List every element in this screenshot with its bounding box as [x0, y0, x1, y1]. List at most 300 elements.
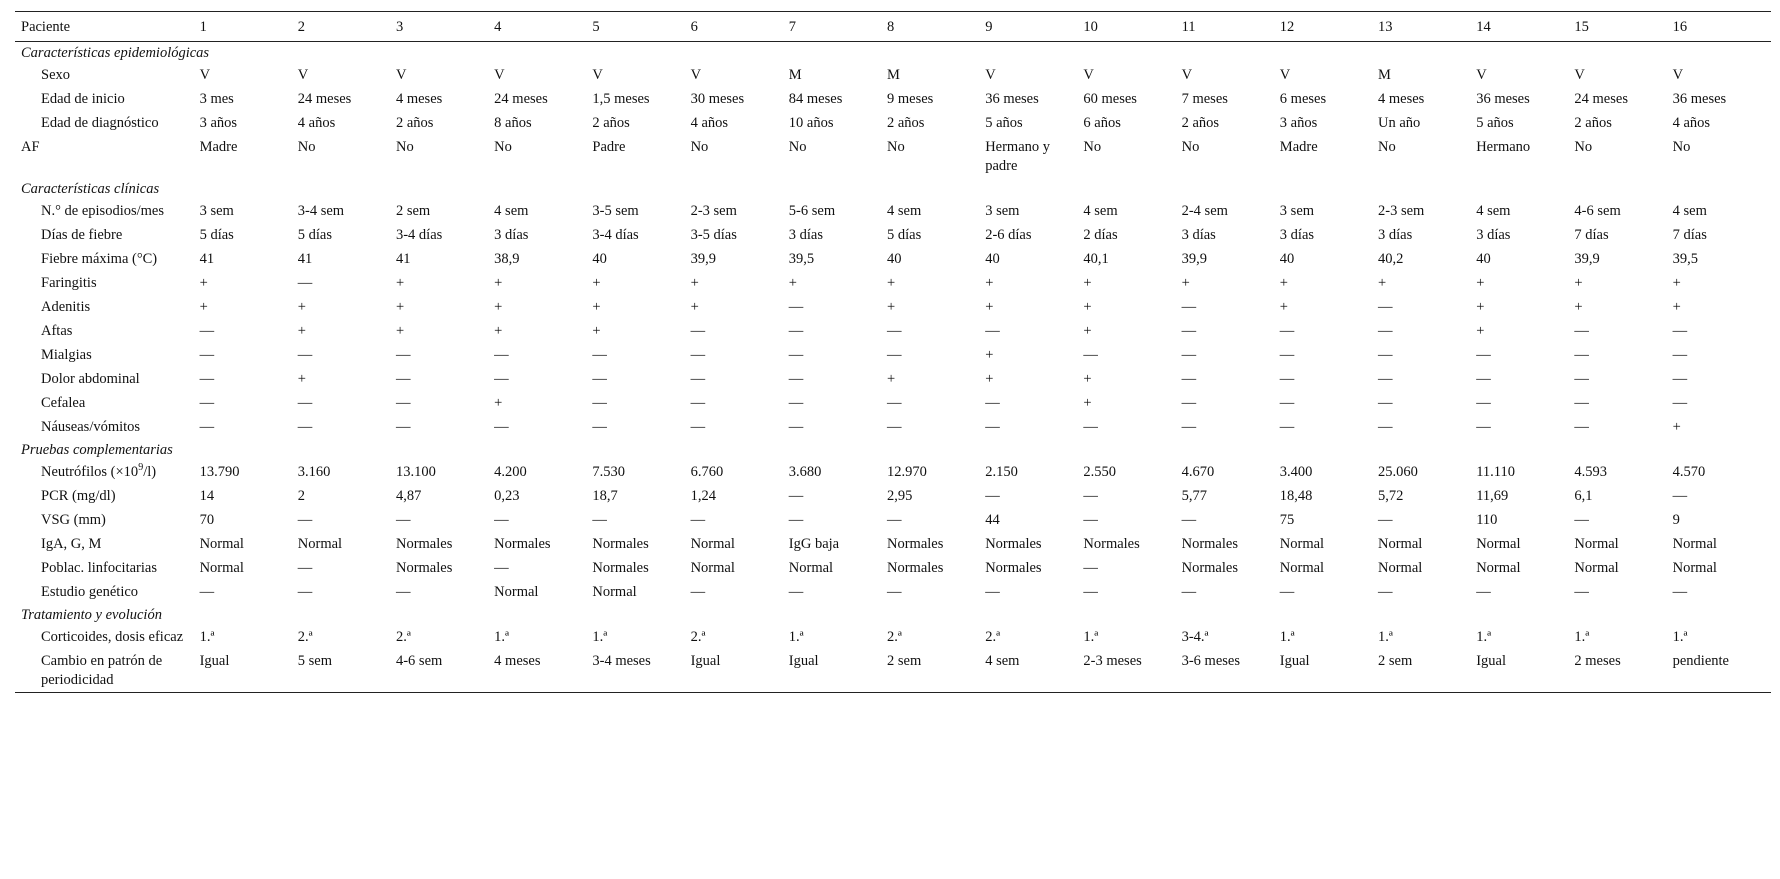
table-cell: —	[1378, 323, 1393, 339]
table-cell: 3-5 días	[690, 227, 737, 243]
table-cell: Hermano	[1476, 139, 1531, 155]
table-row	[15, 391, 1771, 415]
table-cell: M	[788, 67, 802, 83]
table-cell: —	[297, 395, 313, 411]
table-cell: —	[1378, 347, 1393, 363]
table-cell: 10 años	[788, 115, 834, 131]
table-cell: —	[297, 560, 313, 576]
table-cell: +	[690, 275, 699, 291]
row-label: AF	[21, 139, 40, 155]
table-cell: —	[985, 488, 1000, 504]
table-cell: +	[494, 323, 503, 339]
table-cell: 3-4 sem	[297, 203, 345, 219]
table-cell: 6,1	[1574, 488, 1593, 504]
table-cell: 4 sem	[1476, 203, 1511, 219]
table-cell: 41	[199, 251, 215, 267]
table-cell: +	[297, 371, 306, 387]
table-cell: Normal	[592, 584, 637, 600]
header-cell-patient-7: 7	[788, 19, 797, 35]
table-cell: 1.ª	[1083, 629, 1099, 645]
row-label: Fiebre máxima (°C)	[41, 251, 158, 267]
header-cell-patient-11: 11	[1181, 19, 1196, 35]
table-cell: —	[494, 419, 509, 435]
table-cell: 40	[592, 251, 607, 267]
table-cell: 3 sem	[985, 203, 1020, 219]
table-cell: 2-6 días	[985, 227, 1032, 243]
table-cell: —	[1574, 419, 1589, 435]
table-cell: 3 sem	[199, 203, 234, 219]
table-cell: —	[1574, 512, 1589, 528]
table-cell: +	[985, 347, 994, 363]
table-cell: 2-3 meses	[1083, 653, 1142, 669]
table-cell: 36 meses	[985, 91, 1039, 107]
table-cell: 2.ª	[690, 629, 706, 645]
patients-table	[15, 11, 1771, 693]
table-cell: +	[592, 275, 601, 291]
table-cell: +	[985, 371, 994, 387]
table-cell: —	[1279, 584, 1295, 600]
table-cell: 2 años	[1181, 115, 1220, 131]
table-cell: +	[1083, 395, 1092, 411]
table-cell: +	[690, 299, 699, 315]
table-cell: No	[1378, 139, 1396, 155]
section-row	[15, 178, 1771, 199]
table-cell: 18,7	[592, 488, 618, 504]
table-cell: —	[1574, 371, 1589, 387]
table-cell: 2 años	[592, 115, 630, 131]
table-cell: Normal	[1378, 536, 1423, 552]
table-cell: —	[1181, 584, 1197, 600]
table-cell: —	[1181, 323, 1197, 339]
table-cell: Normales	[985, 536, 1042, 552]
table-cell: +	[592, 323, 601, 339]
table-cell: +	[395, 323, 405, 339]
section-title: Tratamiento y evolución	[21, 607, 162, 623]
table-cell: V	[1181, 67, 1193, 83]
table-cell: —	[886, 512, 902, 528]
table-cell: 7 días	[1672, 227, 1707, 243]
table-cell: —	[1279, 371, 1295, 387]
section-title: Características clínicas	[21, 181, 160, 197]
row-label: Náuseas/vómitos	[41, 419, 141, 435]
table-cell: 9 meses	[886, 91, 934, 107]
table-cell: +	[1672, 419, 1681, 435]
table-cell: 1.ª	[1279, 629, 1295, 645]
table-cell: —	[1083, 584, 1098, 600]
patients-table-container	[15, 11, 1771, 693]
table-cell: No	[1574, 139, 1593, 155]
header-cell-patient-10: 10	[1083, 19, 1098, 35]
table-cell: 75	[1279, 512, 1295, 528]
table-cell: +	[1378, 275, 1387, 291]
table-cell: 4 años	[690, 115, 729, 131]
table-row	[15, 625, 1771, 649]
table-cell: —	[1672, 323, 1688, 339]
table-cell: 3 sem	[1279, 203, 1315, 219]
table-cell: Normales	[592, 536, 649, 552]
table-cell: +	[1083, 299, 1092, 315]
table-cell: +	[199, 299, 208, 315]
table-cell: 39,9	[1574, 251, 1600, 267]
table-cell: 3-6 meses	[1181, 653, 1240, 669]
table-cell: 1.ª	[1574, 629, 1590, 645]
table-cell: 1.ª	[1672, 629, 1688, 645]
table-cell: Normales	[592, 560, 649, 576]
table-cell: Igual	[690, 653, 721, 669]
table-cell: +	[1181, 275, 1190, 291]
table-cell: 41	[395, 251, 411, 267]
table-cell: Madre	[199, 139, 238, 155]
table-row	[15, 649, 1771, 693]
table-cell: 1,24	[690, 488, 716, 504]
table-cell: —	[199, 584, 215, 600]
table-cell: 2 años	[886, 115, 925, 131]
table-cell: —	[1378, 371, 1393, 387]
table-cell: 18,48	[1279, 488, 1313, 504]
table-cell: —	[1672, 395, 1688, 411]
table-cell: 4 sem	[1083, 203, 1118, 219]
table-cell: —	[690, 323, 706, 339]
table-cell: 5 días	[886, 227, 922, 243]
table-row	[15, 508, 1771, 532]
table-cell: No	[1181, 139, 1200, 155]
table-cell: No	[886, 139, 905, 155]
table-cell: 2 años	[1574, 115, 1612, 131]
table-row	[15, 111, 1771, 135]
table-cell: —	[592, 347, 607, 363]
table-cell: —	[1083, 419, 1098, 435]
table-cell: +	[199, 275, 208, 291]
table-cell: 3 días	[494, 227, 529, 243]
table-cell: 2	[297, 488, 306, 504]
table-cell: 9	[1672, 512, 1680, 528]
table-row	[15, 367, 1771, 391]
table-cell: +	[297, 323, 306, 339]
table-cell: Normales	[886, 560, 944, 576]
row-label: Edad de diagnóstico	[41, 115, 159, 131]
table-cell: 39,5	[1672, 251, 1698, 267]
header-cell-patient-2: 2	[297, 19, 306, 35]
table-cell: 4-6 sem	[1574, 203, 1621, 219]
table-cell: M	[886, 67, 900, 83]
table-cell: 3-4.ª	[1181, 629, 1209, 645]
table-cell: Hermano y padre	[985, 139, 1051, 174]
table-cell: —	[1279, 419, 1295, 435]
table-cell: +	[395, 275, 405, 291]
header-cell-patient-8: 8	[886, 19, 895, 35]
table-cell: 5,77	[1181, 488, 1207, 504]
table-cell: 39,5	[788, 251, 815, 267]
table-cell: 41	[297, 251, 313, 267]
table-cell: 4 años	[297, 115, 336, 131]
table-cell: 2-3 sem	[1378, 203, 1425, 219]
table-cell: 2 días	[1083, 227, 1118, 243]
table-cell: —	[395, 419, 411, 435]
table-cell: pendiente	[1672, 653, 1729, 669]
table-cell: —	[690, 371, 706, 387]
table-cell: 11.110	[1476, 464, 1516, 480]
row-label: IgA, G, M	[41, 536, 102, 552]
table-cell: V	[1476, 67, 1487, 83]
table-cell: Normales	[1181, 536, 1238, 552]
table-cell: V	[297, 67, 309, 83]
row-label: Estudio genético	[41, 584, 139, 600]
table-cell: IgG baja	[788, 536, 840, 552]
table-cell: —	[1476, 371, 1491, 387]
row-label: Sexo	[41, 67, 70, 83]
table-cell: 2.150	[985, 464, 1018, 480]
section-row	[15, 42, 1771, 64]
table-cell: —	[1378, 512, 1393, 528]
table-cell: +	[494, 395, 503, 411]
row-label: N.° de episodios/mes	[41, 203, 164, 219]
table-cell: —	[985, 584, 1000, 600]
table-cell: 40	[985, 251, 1000, 267]
table-cell: —	[985, 323, 1000, 339]
table-cell: +	[1476, 275, 1485, 291]
table-cell: +	[297, 299, 306, 315]
table-cell: 36 meses	[1672, 91, 1727, 107]
table-cell: 3 días	[1476, 227, 1511, 243]
table-cell: 4.570	[1672, 464, 1706, 480]
table-cell: —	[592, 395, 607, 411]
table-cell: 2-4 sem	[1181, 203, 1228, 219]
table-row	[15, 223, 1771, 247]
table-row	[15, 63, 1771, 87]
table-cell: —	[788, 512, 804, 528]
table-cell: —	[1378, 584, 1393, 600]
table-cell: +	[1672, 275, 1681, 291]
table-cell: —	[1083, 347, 1098, 363]
table-cell: 3-4 días	[395, 227, 443, 243]
table-cell: V	[1672, 67, 1684, 83]
row-label: VSG (mm)	[41, 512, 106, 528]
table-cell: V	[592, 67, 603, 83]
table-cell: 3.400	[1279, 464, 1313, 480]
table-cell: —	[199, 347, 215, 363]
header-row	[15, 12, 1771, 42]
table-cell: —	[886, 584, 902, 600]
table-cell: +	[1476, 323, 1485, 339]
table-cell: 3-4 días	[592, 227, 639, 243]
table-cell: Igual	[1476, 653, 1506, 669]
table-cell: 12.970	[886, 464, 927, 480]
table-cell: 3 días	[1279, 227, 1315, 243]
table-cell: +	[788, 275, 797, 291]
table-cell: 84 meses	[788, 91, 843, 107]
table-cell: 0,23	[494, 488, 520, 504]
table-cell: Normal	[788, 560, 834, 576]
table-cell: No	[1672, 139, 1691, 155]
table-cell: —	[788, 488, 804, 504]
table-cell: 1.ª	[592, 629, 608, 645]
table-cell: +	[494, 299, 503, 315]
table-cell: +	[1574, 299, 1583, 315]
table-cell: Normal	[1378, 560, 1423, 576]
table-cell: 3 días	[1181, 227, 1216, 243]
table-cell: Igual	[1279, 653, 1310, 669]
table-cell: 5 años	[985, 115, 1023, 131]
table-row	[15, 87, 1771, 111]
row-label	[15, 460, 200, 484]
table-cell: 36 meses	[1476, 91, 1530, 107]
header-cell-patient-3: 3	[395, 19, 404, 35]
table-cell: —	[1476, 347, 1491, 363]
table-cell: —	[1672, 488, 1688, 504]
table-cell: —	[886, 395, 902, 411]
table-cell: 8 años	[494, 115, 532, 131]
table-cell: 24 meses	[494, 91, 548, 107]
row-label-suffix: /l)	[143, 464, 157, 480]
table-cell: 24 meses	[297, 91, 352, 107]
table-cell: V	[494, 67, 505, 83]
table-cell: —	[985, 395, 1000, 411]
table-cell: —	[788, 419, 804, 435]
table-cell: —	[1476, 419, 1491, 435]
table-cell: 3-4 meses	[592, 653, 651, 669]
table-cell: —	[690, 419, 706, 435]
table-cell: —	[886, 323, 902, 339]
table-cell: V	[1083, 67, 1094, 83]
table-cell: —	[395, 347, 411, 363]
table-cell: Igual	[199, 653, 230, 669]
row-label: Corticoides, dosis eficaz	[41, 629, 184, 645]
table-cell: 7 días	[1574, 227, 1609, 243]
section-title: Pruebas complementarias	[21, 442, 173, 458]
table-row	[15, 135, 1771, 178]
table-cell: —	[1378, 299, 1393, 315]
table-cell: —	[886, 347, 902, 363]
table-cell: Normal	[1476, 560, 1521, 576]
table-cell: 2 sem	[886, 653, 922, 669]
header-cell-patient-9: 9	[985, 19, 993, 35]
table-cell: 1.ª	[1378, 629, 1393, 645]
table-cell: —	[985, 419, 1000, 435]
table-cell: —	[1279, 395, 1295, 411]
table-cell: Normal	[1279, 536, 1325, 552]
table-cell: 44	[985, 512, 1000, 528]
table-cell: —	[1574, 323, 1589, 339]
table-cell: 4 sem	[886, 203, 922, 219]
table-cell: 40	[886, 251, 902, 267]
table-cell: —	[1181, 395, 1197, 411]
table-cell: V	[985, 67, 996, 83]
table-cell: —	[1672, 584, 1688, 600]
table-cell: 5 días	[297, 227, 332, 243]
table-cell: Normal	[1574, 536, 1619, 552]
table-cell: V	[1574, 67, 1585, 83]
table-row	[15, 460, 1771, 484]
table-cell: —	[1279, 347, 1295, 363]
row-label: PCR (mg/dl)	[41, 488, 116, 504]
table-cell: 60 meses	[1083, 91, 1137, 107]
table-cell: 4 meses	[494, 653, 541, 669]
table-row	[15, 580, 1771, 604]
table-cell: —	[1574, 395, 1589, 411]
table-body	[15, 42, 1771, 693]
table-cell: 2 sem	[395, 203, 431, 219]
table-cell: —	[690, 584, 706, 600]
table-cell: +	[1574, 275, 1583, 291]
table-row	[15, 199, 1771, 223]
table-cell: 5,72	[1378, 488, 1404, 504]
table-cell: +	[886, 299, 896, 315]
table-cell: —	[494, 347, 509, 363]
table-cell: 5 sem	[297, 653, 332, 669]
table-cell: 5-6 sem	[788, 203, 836, 219]
table-cell: Igual	[788, 653, 819, 669]
table-cell: —	[1672, 371, 1688, 387]
table-cell: Normales	[985, 560, 1042, 576]
table-cell: Normal	[690, 536, 735, 552]
table-row	[15, 343, 1771, 367]
table-cell: Normal	[1279, 560, 1325, 576]
table-cell: 70	[199, 512, 215, 528]
table-cell: Normales	[395, 536, 453, 552]
table-cell: +	[1672, 299, 1681, 315]
table-cell: 13.790	[199, 464, 240, 480]
header-cell-patient-4: 4	[494, 19, 502, 35]
table-cell: —	[1181, 299, 1197, 315]
row-label: Cambio en patrón de periodicidad	[41, 653, 163, 688]
table-cell: —	[395, 371, 411, 387]
table-cell: —	[788, 347, 804, 363]
table-row	[15, 484, 1771, 508]
table-cell: —	[1181, 371, 1197, 387]
table-cell: +	[886, 371, 896, 387]
table-cell: —	[592, 419, 607, 435]
table-cell: +	[1476, 299, 1485, 315]
section-row	[15, 439, 1771, 460]
table-cell: —	[1476, 395, 1491, 411]
table-cell: 2.ª	[985, 629, 1001, 645]
table-cell: Normal	[494, 584, 539, 600]
table-cell: 1.ª	[1476, 629, 1492, 645]
table-cell: —	[886, 419, 902, 435]
table-cell: —	[297, 347, 313, 363]
table-cell: 14	[199, 488, 215, 504]
table-cell: Padre	[592, 139, 626, 155]
header-cell-patient-1: 1	[199, 19, 207, 35]
table-cell: 24 meses	[1574, 91, 1628, 107]
table-cell: 4,87	[395, 488, 422, 504]
table-cell: No	[690, 139, 709, 155]
table-cell: 4 sem	[985, 653, 1020, 669]
row-label: Faringitis	[41, 275, 97, 291]
header-cell-paciente: Paciente	[21, 19, 71, 35]
table-cell: Normales	[1083, 536, 1140, 552]
row-label: Cefalea	[41, 395, 86, 411]
table-cell: +	[592, 299, 601, 315]
table-cell: 2.ª	[395, 629, 411, 645]
table-row	[15, 247, 1771, 271]
table-cell: 6.760	[690, 464, 724, 480]
table-cell: 6 años	[1083, 115, 1121, 131]
table-cell: Normal	[1574, 560, 1619, 576]
table-cell: 3-5 sem	[592, 203, 639, 219]
table-cell: 3 días	[788, 227, 824, 243]
header-cell-patient-13: 13	[1378, 19, 1393, 35]
table-cell: No	[494, 139, 512, 155]
table-cell: 4.670	[1181, 464, 1215, 480]
section-row	[15, 604, 1771, 625]
table-row	[15, 295, 1771, 319]
table-cell: —	[1083, 560, 1098, 576]
table-cell: 39,9	[690, 251, 716, 267]
table-cell: 5 días	[199, 227, 234, 243]
table-cell: 30 meses	[690, 91, 745, 107]
table-cell: —	[788, 395, 804, 411]
